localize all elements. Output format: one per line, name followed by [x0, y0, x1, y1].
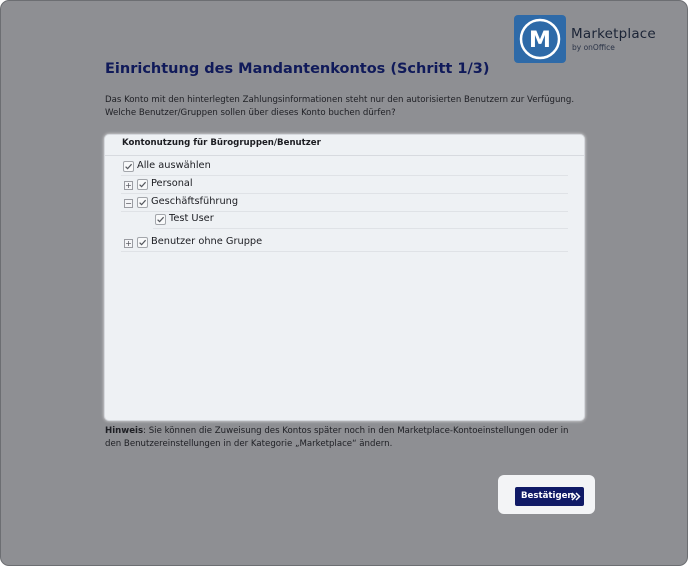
- double-chevron-right-icon: [571, 492, 581, 501]
- select-all-checkbox[interactable]: [123, 161, 134, 172]
- expand-users-without-group-icon[interactable]: +: [125, 239, 132, 248]
- brand-title: Marketplace: [571, 26, 656, 42]
- geschaeftsfuehrung-checkbox[interactable]: [137, 197, 148, 208]
- confirm-button-label: Bestätigen: [521, 491, 574, 501]
- tree-row-test-user[interactable]: [153, 212, 568, 229]
- page-title: Einrichtung des Mandantenkontos (Schritt 1/3): [105, 61, 490, 77]
- checkmark-icon: [138, 198, 147, 207]
- hint-label: Hinweis: [105, 426, 144, 436]
- tree-row-users-without-group[interactable]: [121, 235, 568, 252]
- geschaeftsfuehrung-label: Geschäftsführung: [151, 196, 239, 207]
- test-user-label: Test User: [169, 213, 214, 224]
- personal-label: Personal: [151, 178, 193, 189]
- tree-row-geschaeftsfuehrung[interactable]: [121, 195, 568, 212]
- personal-checkbox[interactable]: [137, 179, 148, 190]
- panel-heading: Kontonutzung für Bürogruppen/Benutzer: [122, 138, 321, 148]
- confirm-button[interactable]: [515, 487, 584, 506]
- hint-body: : Sie können die Zuweisung des Kontos später noch in den Marketplace-Kontoeinstellungen oder in den Benutzereinstellungen in der Kategorie „Marketplace“ ändern.: [105, 426, 569, 449]
- users-without-group-checkbox[interactable]: [137, 237, 148, 248]
- select-all-label: Alle auswählen: [137, 160, 211, 171]
- intro-text: Das Konto mit den hinterlegten Zahlungsinformationen steht nur den autorisierten Benutzern zur Verfügung. Welche Benutzer/Gruppen sollen über dieses Konto buchen dürfen?: [105, 95, 575, 118]
- marketplace-logo-icon: [514, 15, 566, 63]
- test-user-checkbox[interactable]: [155, 214, 166, 225]
- panel-header: [105, 135, 584, 156]
- collapse-geschaeftsfuehrung-icon[interactable]: −: [125, 199, 132, 208]
- confirm-button-container: [498, 475, 595, 514]
- checkmark-icon: [138, 238, 147, 247]
- checkmark-icon: [156, 215, 165, 224]
- checkmark-icon: [124, 162, 133, 171]
- logo-letter: M: [529, 28, 551, 53]
- brand-subtitle: by onOffice: [572, 43, 615, 52]
- users-without-group-label: Benutzer ohne Gruppe: [151, 236, 263, 247]
- tree-row-select-all[interactable]: [121, 159, 568, 176]
- account-usage-panel: [104, 134, 585, 421]
- expand-personal-icon[interactable]: +: [125, 181, 132, 190]
- tree-row-personal[interactable]: [121, 177, 568, 194]
- checkmark-icon: [138, 180, 147, 189]
- hint-text: [105, 425, 575, 450]
